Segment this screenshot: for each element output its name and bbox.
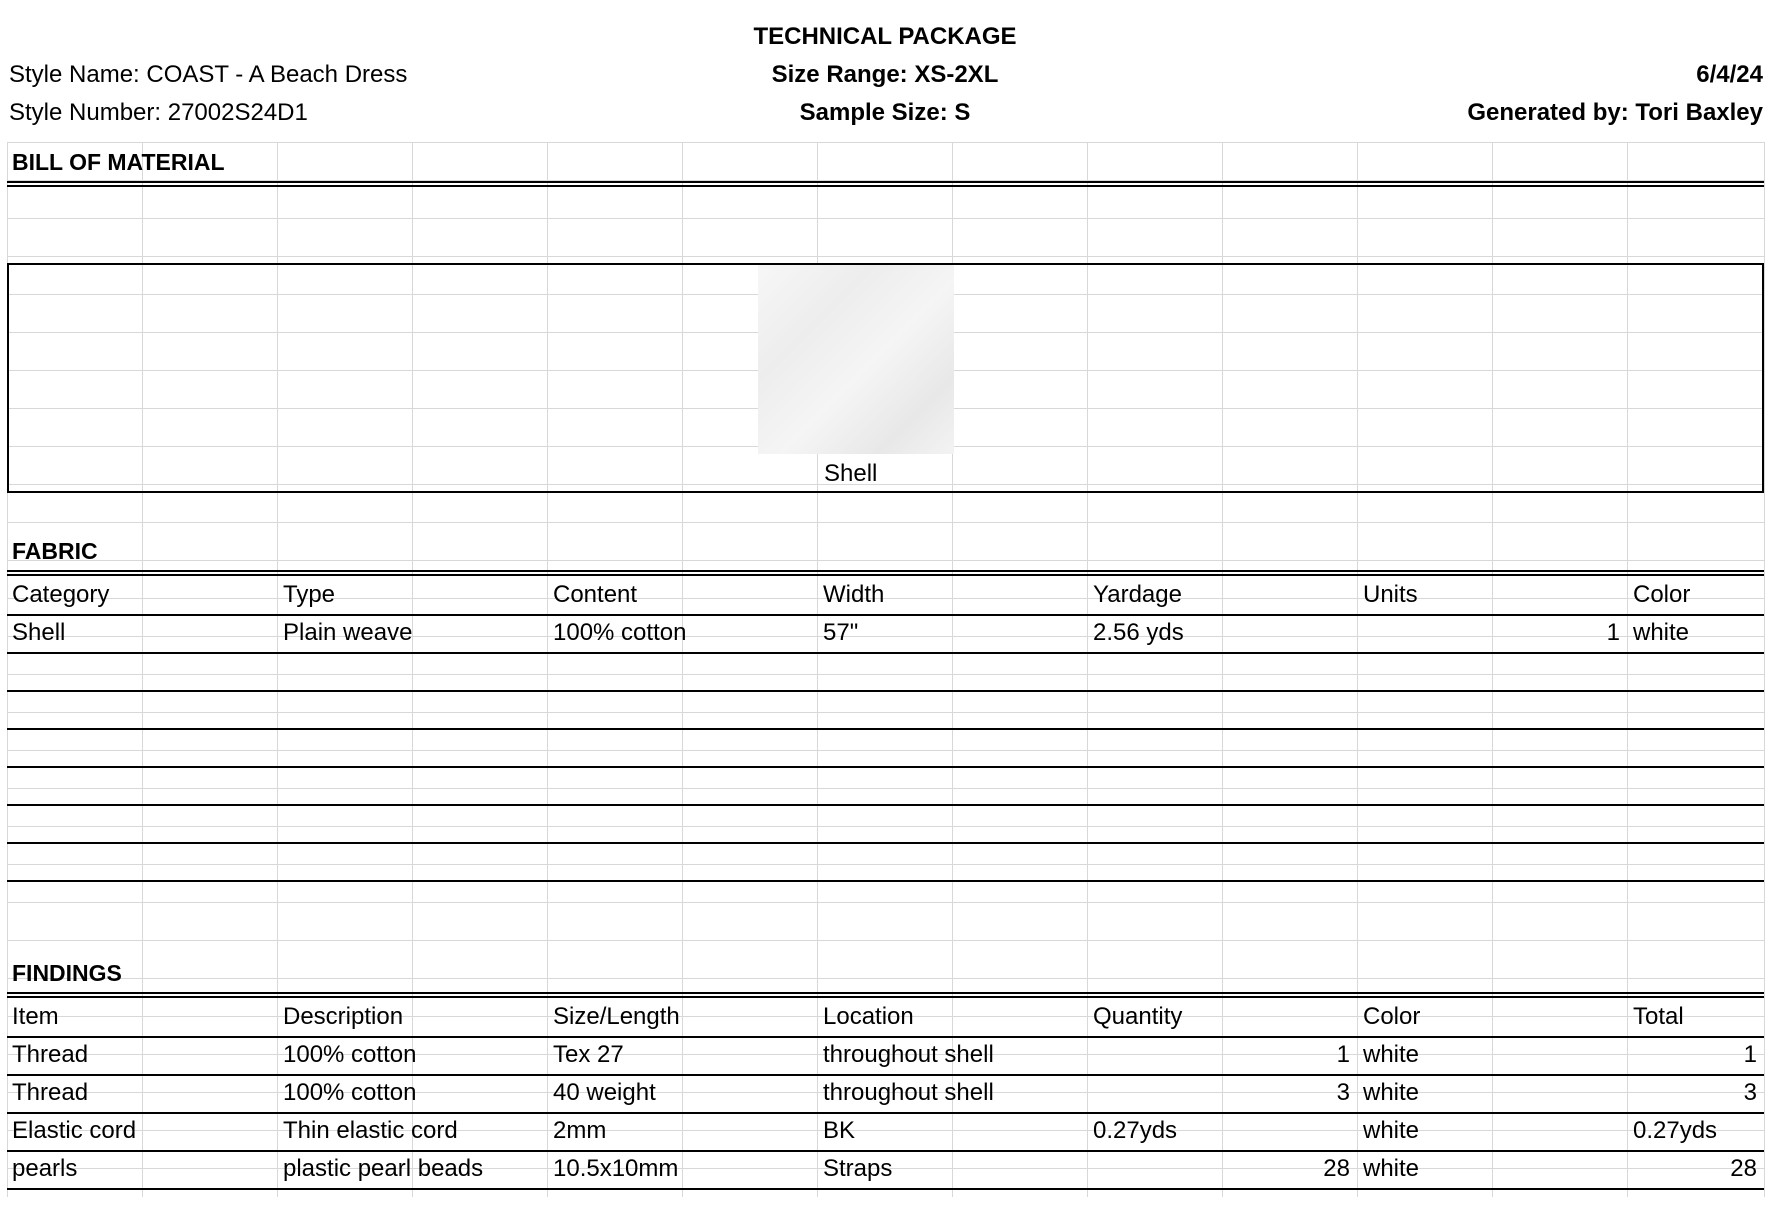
divider: [7, 992, 1764, 998]
table-cell: Thread: [12, 1079, 89, 1106]
table-cell: BK: [823, 1117, 856, 1144]
table-cell: white: [1633, 619, 1690, 646]
table-cell: Shell: [12, 619, 66, 646]
row-rule: [7, 1112, 1764, 1114]
section-title-fabric: FABRIC: [12, 538, 98, 564]
table-cell: 100% cotton: [283, 1041, 417, 1068]
date: 6/4/24: [1696, 61, 1763, 88]
table-cell: 28: [1730, 1155, 1757, 1182]
grid-row-line: [7, 826, 1764, 827]
grid-row-line: [7, 560, 1764, 561]
column-header: Quantity: [1093, 1003, 1183, 1030]
column-header: Content: [553, 581, 638, 608]
column-header: Color: [1363, 1003, 1421, 1030]
column-header: Type: [283, 581, 336, 608]
style-name: Style Name: COAST - A Beach Dress: [9, 61, 408, 88]
table-cell: 1: [1336, 1041, 1350, 1068]
row-rule: [7, 690, 1764, 692]
column-header: Width: [823, 581, 885, 608]
grid-row-line: [7, 256, 1764, 257]
grid-row-line: [7, 674, 1764, 675]
row-rule: [7, 652, 1764, 654]
table-cell: white: [1363, 1155, 1420, 1182]
page-title: TECHNICAL PACKAGE: [753, 23, 1017, 50]
row-rule: [7, 1036, 1764, 1038]
generated-by: Generated by: Tori Baxley: [1467, 99, 1763, 126]
row-rule: [7, 1188, 1764, 1190]
table-cell: 0.27yds: [1093, 1117, 1178, 1144]
table-cell: white: [1363, 1041, 1420, 1068]
column-header: Size/Length: [553, 1003, 680, 1030]
column-header: Item: [12, 1003, 59, 1030]
row-rule: [7, 614, 1764, 616]
section-title-findings: FINDINGS: [12, 960, 122, 986]
table-cell: 28: [1323, 1155, 1350, 1182]
row-rule: [7, 1150, 1764, 1152]
table-cell: Straps: [823, 1155, 893, 1182]
grid-row-line: [7, 750, 1764, 751]
grid-row-line: [7, 218, 1764, 219]
grid-row-line: [7, 522, 1764, 523]
column-header: Yardage: [1093, 581, 1182, 608]
divider: [7, 181, 1764, 187]
table-cell: 100% cotton: [283, 1079, 417, 1106]
table-cell: Tex 27: [553, 1041, 624, 1068]
table-cell: pearls: [12, 1155, 78, 1182]
table-cell: throughout shell: [823, 1041, 994, 1068]
table-cell: 1: [1606, 619, 1620, 646]
grid-row-line: [7, 598, 1764, 599]
row-rule: [7, 842, 1764, 844]
divider: [7, 570, 1764, 576]
grid-row-line: [7, 1130, 1764, 1131]
table-cell: 3: [1743, 1079, 1757, 1106]
grid-row-line: [7, 902, 1764, 903]
size-range: Size Range: XS-2XL: [771, 61, 999, 88]
table-cell: 40 weight: [553, 1079, 656, 1106]
section-title-bom: BILL OF MATERIAL: [12, 149, 225, 175]
table-cell: 2.56 yds: [1093, 619, 1184, 646]
table-cell: plastic pearl beads: [283, 1155, 484, 1182]
table-cell: 3: [1336, 1079, 1350, 1106]
row-rule: [7, 728, 1764, 730]
table-cell: Thin elastic cord: [283, 1117, 458, 1144]
grid-column-line: [1764, 142, 1765, 1197]
column-header: Total: [1633, 1003, 1684, 1030]
row-rule: [7, 766, 1764, 768]
table-cell: 57": [823, 619, 859, 646]
sample-size: Sample Size: S: [799, 99, 971, 126]
grid-row-line: [7, 142, 1764, 143]
column-header: Location: [823, 1003, 914, 1030]
column-header: Description: [283, 1003, 404, 1030]
row-rule: [7, 880, 1764, 882]
table-cell: white: [1363, 1079, 1420, 1106]
swatch-label: Shell: [824, 460, 878, 487]
column-header: Category: [12, 581, 110, 608]
column-header: Color: [1633, 581, 1691, 608]
row-rule: [7, 1074, 1764, 1076]
table-cell: 1: [1743, 1041, 1757, 1068]
table-cell: 10.5x10mm: [553, 1155, 679, 1182]
grid-row-line: [7, 712, 1764, 713]
table-cell: 2mm: [553, 1117, 607, 1144]
table-cell: white: [1363, 1117, 1420, 1144]
column-header: Units: [1363, 581, 1418, 608]
image-frame: [7, 263, 1764, 493]
table-cell: 100% cotton: [553, 619, 687, 646]
table-cell: 0.27yds: [1633, 1117, 1718, 1144]
table-cell: throughout shell: [823, 1079, 994, 1106]
row-rule: [7, 804, 1764, 806]
grid-row-line: [7, 864, 1764, 865]
table-cell: Elastic cord: [12, 1117, 137, 1144]
style-number: Style Number: 27002S24D1: [9, 99, 308, 126]
grid-row-line: [7, 978, 1764, 979]
grid-row-line: [7, 788, 1764, 789]
table-cell: Plain weave: [283, 619, 413, 646]
table-cell: Thread: [12, 1041, 89, 1068]
grid-row-line: [7, 940, 1764, 941]
